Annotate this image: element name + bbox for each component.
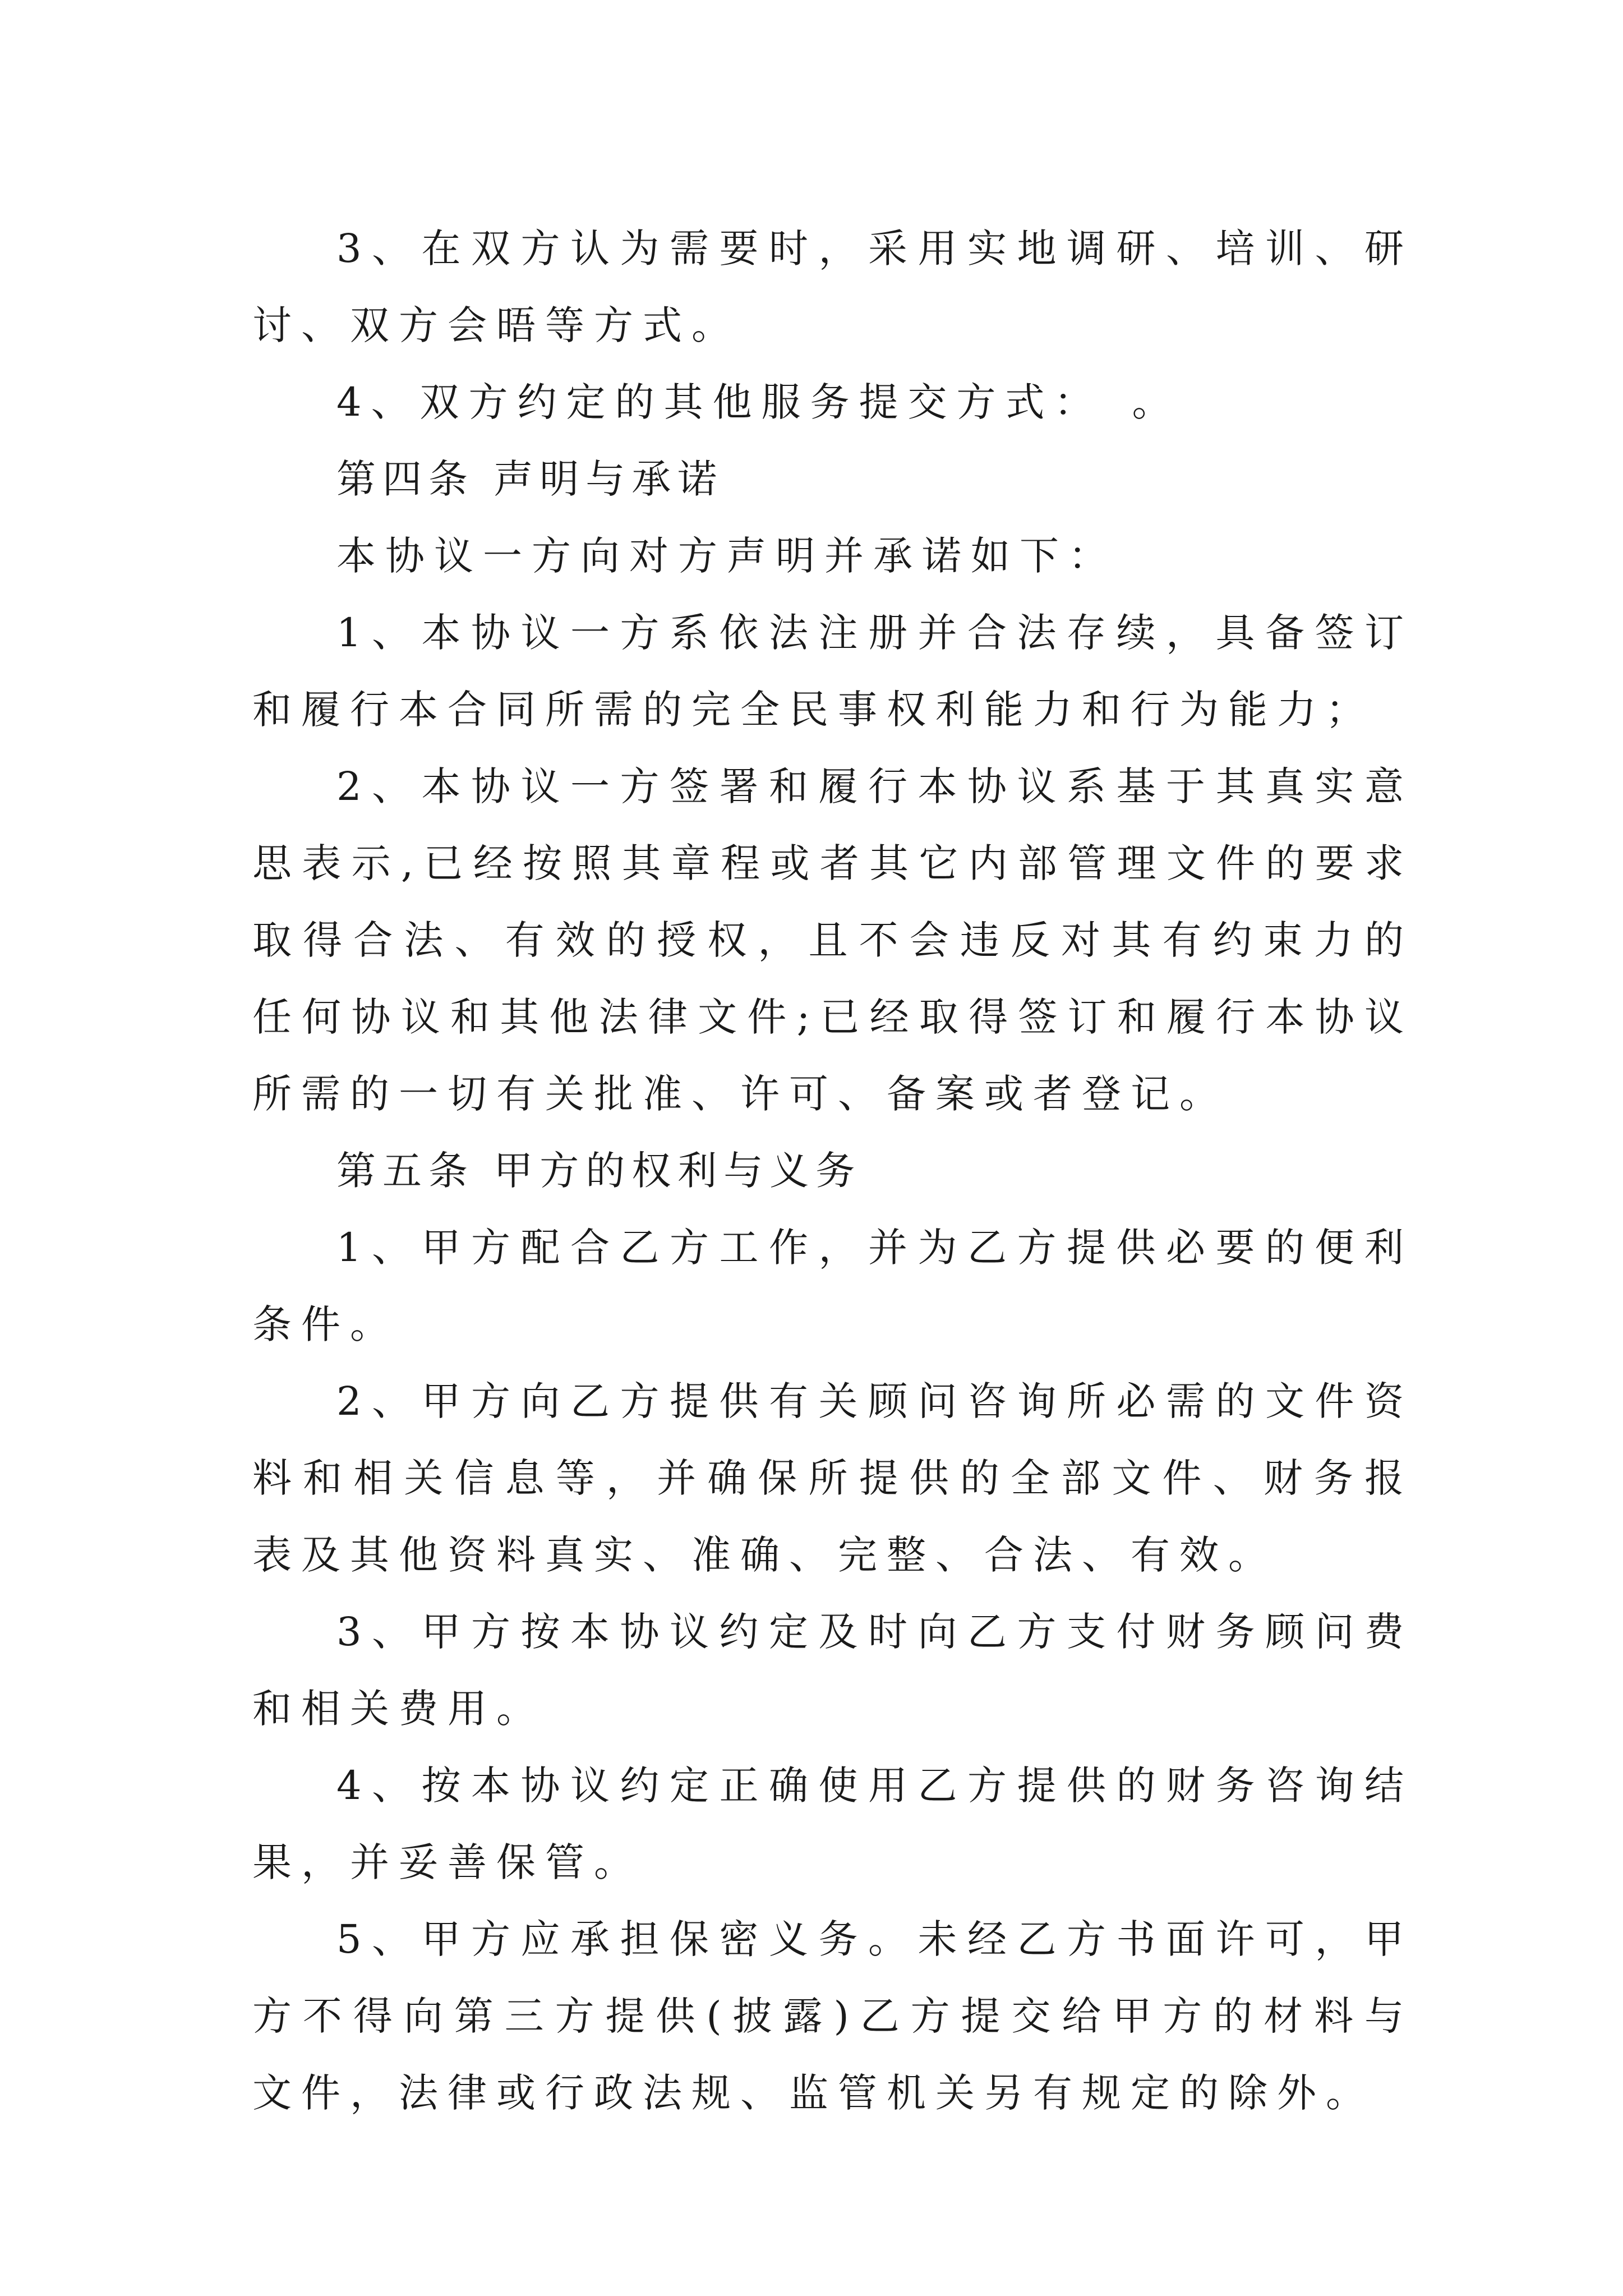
clause-4-2: 2、本协议一方签署和履行本协议系基于其真实意思表示,已经按照其章程或者其它内部管理文件的要求取得合法、有效的授权，且不会违反对其有约束力的任何协议和其他法律文件;已经取得签订和履行本协议所需的一切有关批准、许可、备案或者登记。 (252, 763, 1413, 1117)
article-5-heading: 第五条 甲方的权利与义务 (336, 1148, 862, 1194)
clause-3-3: 3、在双方认为需要时，采用实地调研、培训、研讨、双方会晤等方式。 (252, 226, 1413, 348)
clause-5-1: 1、甲方配合乙方工作，并为乙方提供必要的便利条件。 (252, 1225, 1413, 1347)
article-4-intro: 本协议一方向对方声明并承诺如下： (336, 533, 1117, 579)
clause-5-4: 4、按本协议约定正确使用乙方提供的财务咨询结果，并妥善保管。 (252, 1763, 1413, 1885)
clause-3-4: 4、双方约定的其他服务提交方式： 。 (336, 379, 1181, 425)
clause-5-2: 2、甲方向乙方提供有关顾问咨询所必需的文件资料和相关信息等，并确保所提供的全部文件、财务报表及其他资料真实、准确、完整、合法、有效。 (252, 1378, 1413, 1578)
clause-5-5: 5、甲方应承担保密义务。未经乙方书面许可，甲方不得向第三方提供(披露)乙方提交给甲方的材料与文件，法律或行政法规、监管机关另有规定的除外。 (252, 1916, 1413, 2116)
article-4-heading: 第四条 声明与承诺 (336, 456, 724, 502)
document-body (252, 210, 1413, 2132)
clause-4-1: 1、本协议一方系依法注册并合法存续，具备签订和履行本合同所需的完全民事权利能力和行为能力； (252, 610, 1413, 733)
clause-5-3: 3、甲方按本协议约定及时向乙方支付财务顾问费和相关费用。 (252, 1609, 1413, 1732)
